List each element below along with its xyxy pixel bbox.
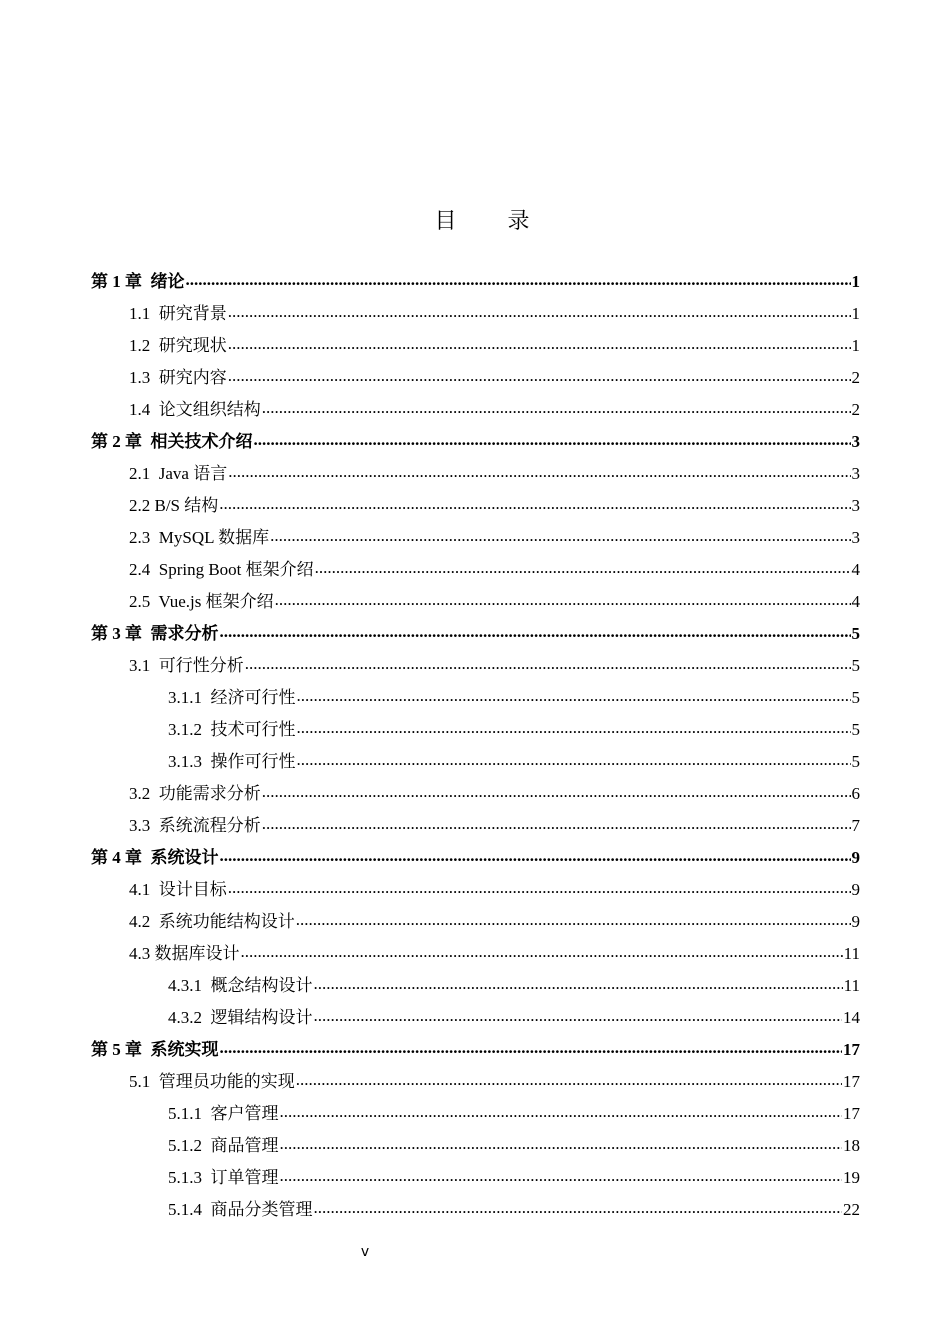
toc-entry-page: 5 [851, 752, 860, 771]
toc-section-entry[interactable] [91, 522, 860, 554]
toc-title: 目 录 [434, 209, 552, 234]
toc-entry-label: 1.3 研究内容 [129, 368, 227, 387]
toc-dot-leader [296, 1064, 842, 1096]
toc-section-entry[interactable] [91, 970, 860, 1002]
toc-entry-label: 1.2 研究现状 [129, 336, 227, 355]
toc-dot-leader [228, 456, 850, 488]
toc-entry-label: 4.3.1 概念结构设计 [168, 976, 313, 995]
toc-list [91, 266, 860, 1226]
toc-chapter-entry[interactable] [91, 842, 860, 874]
toc-entry-label: 2.2 B/S 结构 [129, 496, 219, 515]
toc-dot-leader [262, 776, 851, 808]
toc-dot-leader [220, 1032, 843, 1064]
toc-dot-leader [270, 520, 850, 552]
toc-entry-label: 3.1 可行性分析 [129, 656, 244, 675]
toc-entry-page: 3 [851, 528, 860, 547]
toc-dot-leader [297, 744, 851, 776]
toc-entry-label: 5.1 管理员功能的实现 [129, 1072, 295, 1091]
toc-dot-leader [275, 584, 851, 616]
toc-dot-leader [280, 1096, 843, 1128]
toc-entry-page: 4 [851, 592, 860, 611]
toc-dot-leader [297, 680, 851, 712]
toc-dot-leader [228, 360, 851, 392]
toc-entry-label: 1.4 论文组织结构 [129, 400, 261, 419]
toc-section-entry[interactable] [91, 1066, 860, 1098]
toc-entry-page: 3 [851, 432, 860, 451]
toc-entry-page: 5 [851, 720, 860, 739]
toc-dot-leader [314, 968, 843, 1000]
toc-entry-label: 1.1 研究背景 [129, 304, 227, 323]
toc-entry-page: 18 [843, 1136, 860, 1155]
toc-entry-label: 3.1.2 技术可行性 [168, 720, 296, 739]
toc-entry-label: 第 3 章 需求分析 [91, 624, 219, 643]
toc-entry-page: 4 [851, 560, 860, 579]
toc-entry-label: 2.1 Java 语言 [129, 464, 228, 483]
toc-section-entry[interactable] [91, 778, 860, 810]
toc-entry-label: 3.3 系统流程分析 [129, 816, 261, 835]
toc-dot-leader [315, 552, 851, 584]
toc-entry-page: 9 [851, 912, 860, 931]
toc-dot-leader [280, 1128, 843, 1160]
toc-section-entry[interactable] [91, 1194, 860, 1226]
toc-entry-page: 6 [851, 784, 860, 803]
toc-dot-leader [241, 936, 843, 968]
toc-entry-label: 第 4 章 系统设计 [91, 848, 219, 867]
toc-section-entry[interactable] [91, 362, 860, 394]
toc-entry-page: 9 [851, 880, 860, 899]
toc-dot-leader [280, 1160, 843, 1192]
toc-entry-label: 3.1.1 经济可行性 [168, 688, 296, 707]
toc-dot-leader [254, 424, 851, 456]
toc-dot-leader [262, 392, 851, 424]
toc-entry-label: 5.1.2 商品管理 [168, 1136, 279, 1155]
toc-entry-page: 5 [851, 688, 860, 707]
toc-entry-label: 2.5 Vue.js 框架介绍 [129, 592, 274, 611]
toc-entry-label: 4.3 数据库设计 [129, 944, 240, 963]
toc-dot-leader [314, 1000, 843, 1032]
toc-entry-label: 2.3 MySQL 数据库 [129, 528, 270, 547]
toc-section-entry[interactable] [91, 554, 860, 586]
toc-entry-page: 22 [843, 1200, 860, 1219]
toc-entry-page: 5 [851, 624, 860, 643]
toc-chapter-entry[interactable] [91, 266, 860, 298]
toc-entry-page: 1 [851, 272, 860, 291]
toc-dot-leader [228, 872, 851, 904]
toc-entry-label: 3.2 功能需求分析 [129, 784, 261, 803]
toc-section-entry[interactable] [91, 586, 860, 618]
toc-entry-label: 4.2 系统功能结构设计 [129, 912, 295, 931]
toc-entry-page: 17 [843, 1040, 860, 1059]
toc-entry-label: 5.1.3 订单管理 [168, 1168, 279, 1187]
toc-dot-leader [220, 616, 851, 648]
toc-dot-leader [220, 840, 851, 872]
toc-dot-leader [245, 648, 851, 680]
toc-entry-page: 14 [843, 1008, 860, 1027]
toc-chapter-entry[interactable] [91, 426, 860, 458]
toc-section-entry[interactable] [91, 746, 860, 778]
toc-dot-leader [228, 296, 851, 328]
toc-dot-leader [314, 1192, 843, 1224]
toc-section-entry[interactable] [91, 906, 860, 938]
toc-entry-page: 11 [843, 944, 860, 963]
toc-dot-leader [219, 488, 850, 520]
toc-dot-leader [262, 808, 851, 840]
toc-entry-page: 19 [843, 1168, 860, 1187]
toc-entry-page: 3 [851, 464, 860, 483]
toc-entry-page: 11 [843, 976, 860, 995]
toc-chapter-entry[interactable] [91, 1034, 860, 1066]
toc-section-entry[interactable] [91, 714, 860, 746]
toc-section-entry[interactable] [91, 1162, 860, 1194]
toc-entry-page: 5 [851, 656, 860, 675]
toc-dot-leader [296, 904, 851, 936]
toc-entry-page: 7 [851, 816, 860, 835]
toc-entry-label: 第 2 章 相关技术介绍 [91, 432, 253, 451]
toc-entry-page: 9 [851, 848, 860, 867]
toc-entry-page: 2 [851, 400, 860, 419]
toc-entry-page: 17 [843, 1072, 860, 1091]
toc-section-entry[interactable] [91, 490, 860, 522]
toc-section-entry[interactable] [91, 682, 860, 714]
toc-entry-page: 2 [851, 368, 860, 387]
toc-section-entry[interactable] [91, 874, 860, 906]
toc-entry-label: 5.1.1 客户管理 [168, 1104, 279, 1123]
toc-entry-page: 1 [851, 304, 860, 323]
page-number: v [360, 1244, 370, 1260]
toc-entry-page: 17 [843, 1104, 860, 1123]
toc-section-entry[interactable] [91, 650, 860, 682]
toc-section-entry[interactable] [91, 394, 860, 426]
toc-section-entry[interactable] [91, 810, 860, 842]
toc-section-entry[interactable] [91, 458, 860, 490]
toc-entry-label: 4.3.2 逻辑结构设计 [168, 1008, 313, 1027]
toc-entry-label: 第 1 章 绪论 [91, 272, 185, 291]
toc-entry-page: 3 [851, 496, 860, 515]
toc-section-entry[interactable] [91, 1098, 860, 1130]
toc-section-entry[interactable] [91, 330, 860, 362]
toc-section-entry[interactable] [91, 1130, 860, 1162]
toc-entry-label: 5.1.4 商品分类管理 [168, 1200, 313, 1219]
toc-chapter-entry[interactable] [91, 618, 860, 650]
toc-section-entry[interactable] [91, 1002, 860, 1034]
toc-dot-leader [186, 264, 851, 296]
toc-entry-page: 1 [851, 336, 860, 355]
toc-entry-label: 2.4 Spring Boot 框架介绍 [129, 560, 314, 579]
toc-dot-leader [297, 712, 851, 744]
toc-section-entry[interactable] [91, 938, 860, 970]
toc-dot-leader [228, 328, 851, 360]
toc-section-entry[interactable] [91, 298, 860, 330]
toc-entry-label: 4.1 设计目标 [129, 880, 227, 899]
toc-entry-label: 第 5 章 系统实现 [91, 1040, 219, 1059]
toc-entry-label: 3.1.3 操作可行性 [168, 752, 296, 771]
